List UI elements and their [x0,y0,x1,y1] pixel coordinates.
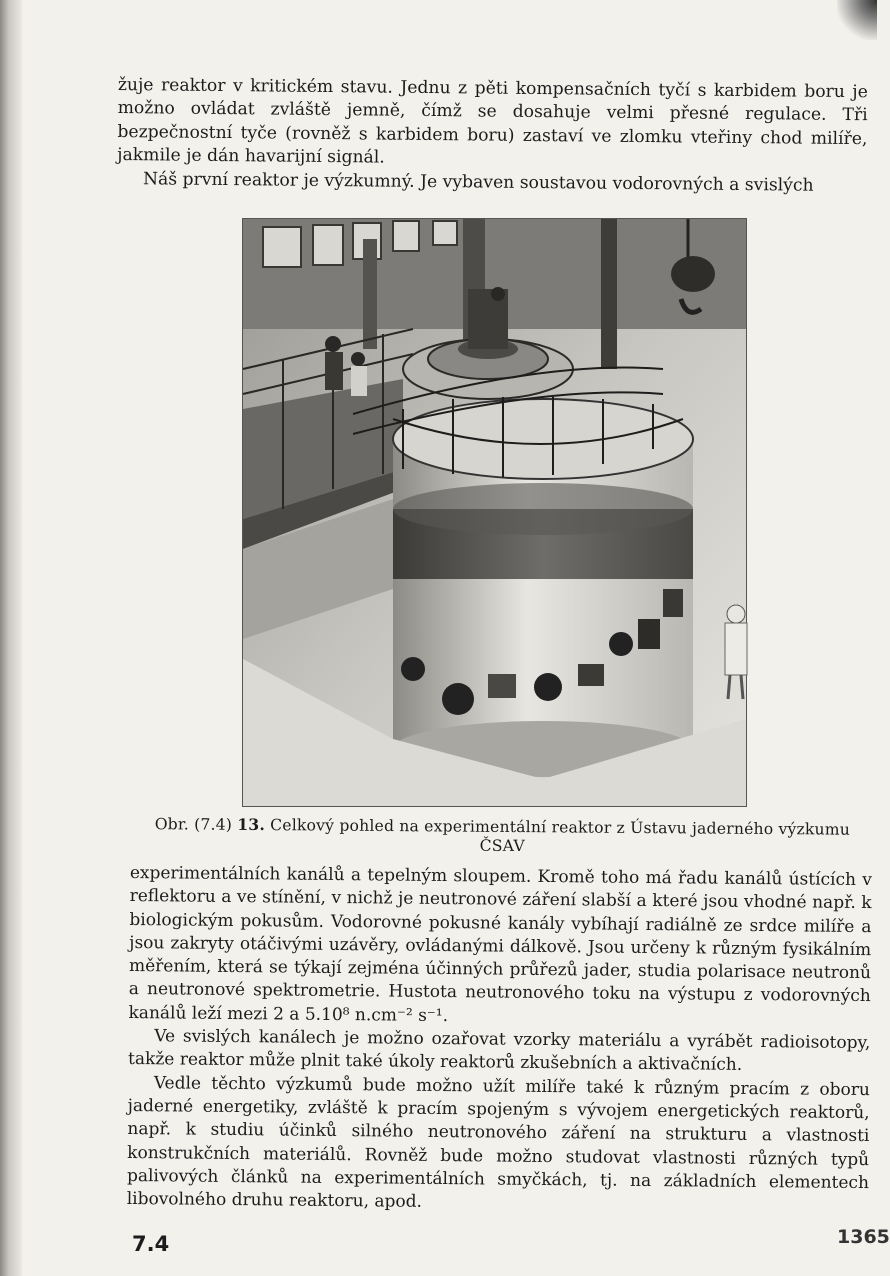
top-text-block [117,74,868,198]
reactor-photo-illustration [243,219,746,806]
caption-prefix: Obr. (7.4) [154,815,233,834]
paragraph-top-1: žuje reaktor v kritickém stavu. Jednu z pěti kompensačních tyčí s karbidem boru je možno ovládat zvláště jemně, čímž se dosahuje velmi přesné regulace. Tři bezpečnostní tyče (rovněž s karbidem boru) zastaví ve zlomku vteřiny chod milíře, jakmile je dán havarijní signál. [117,74,868,168]
page-corner-shadow [837,0,877,40]
page-binding-edge [0,0,22,1276]
bottom-text-block [127,862,872,1219]
paragraph-top-2: Náš první reaktor je výzkumný. Je vybaven soustavou vodorovných a svislých [142,168,814,196]
paragraph-bottom-3: Vedle těchto výzkumů bude možno užít milíře také k různým pracím z oboru jaderné energetiky, zvláště k pracím spojeným s vývojem energetických reaktorů, např. k studiu účinků silného neutronového záření na strukturu a vlastnosti konstrukčních materiálů. Rovněž bude možno studovat vlastnosti různých typů palivových článků na experimentálních smyčkách, tj. na základních elementech libovolného druhu reaktoru, apod. [126,1072,870,1212]
reactor-photograph [242,218,747,807]
paragraph-bottom-1: experimentálních kanálů a tepelným sloupem. Kromě toho má řadu kanálů ústících v reflektoru a ve stínění, v nichž je neutronové záření slabší a které jsou vhodné např. k biologickým pokusům. Vodorovné pokusné kanály vybíhají radiálně ze srdce milíře a jsou zakryty otáčivými uzávěry, ovládanými dálkově. Jsou určeny k různým fysikálním měřením, která se týkají zejména účinných průřezů jader, studia polarisace neutronů a neutronové spektrometrie. Hustota neutronového toku na výstupu z vodorovných kanálů leží mezi 2 a 5.10⁸ n.cm⁻² s⁻¹. [128,862,872,1026]
page-number: 1365 [837,1226,890,1248]
caption-text: Celkový pohled na experimentální reaktor z Ústavu jaderného výzkumu ČSAV [270,816,851,856]
paragraph-bottom-2: Ve svislých kanálech je možno ozařovat vzorky materiálu a vyrábět radioisotopy, takže reaktor může plnit také úkoly reaktorů zkušebních a aktivačních. [128,1026,871,1076]
section-number: 7.4 [132,1232,170,1256]
figure-caption [130,814,875,859]
caption-number: 13. [237,814,266,835]
